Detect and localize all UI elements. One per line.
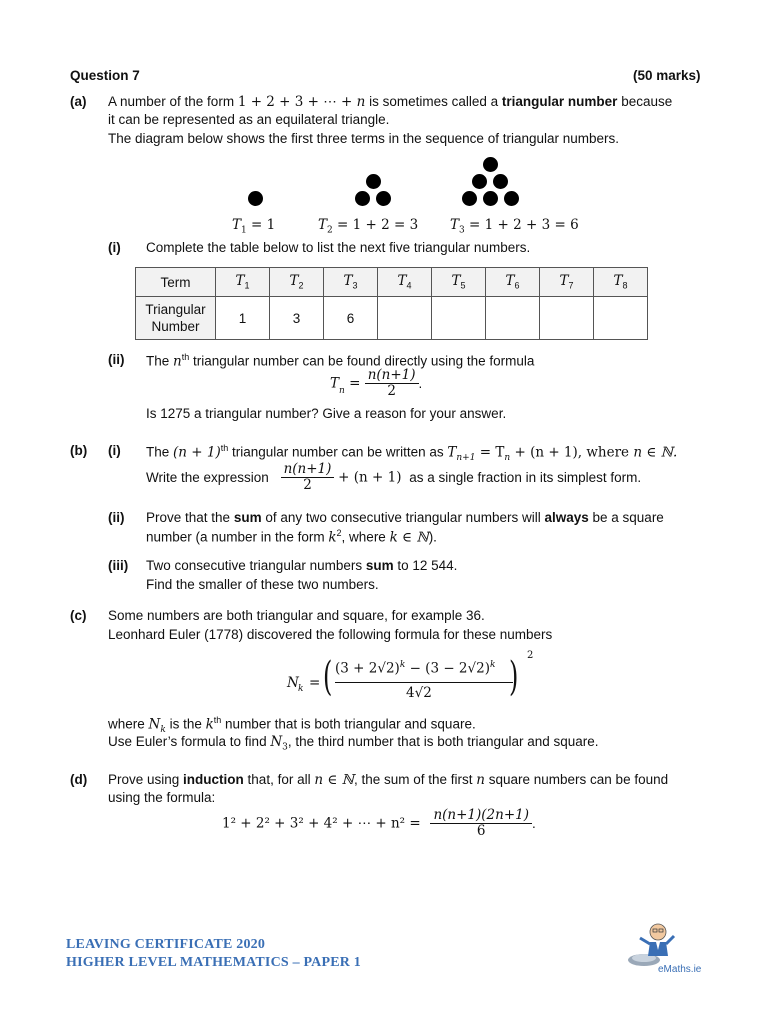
part-c-line2: Leonhard Euler (1778) discovered the following formula for these numbers (108, 627, 553, 642)
part-b-i-line2: Write the expression $\frac{n(n+1)}{2}$ + (n + 1) as a single fraction in its simplest form. (146, 461, 642, 493)
part-a-i-text: Complete the table below to list the next five triangular numbers. (146, 240, 531, 255)
part-a-ii-line1: The $n^{th}$ triangular number can be found directly using the formula (146, 352, 535, 370)
part-a-ii-label: (ii) (108, 352, 125, 367)
table-header-cell: $T_3$ (324, 268, 378, 297)
footer-line1: LEAVING CERTIFICATE 2020 (66, 937, 266, 952)
table-header-cell: $T_2$ (270, 268, 324, 297)
table-cell-blank[interactable] (378, 297, 432, 340)
table-cell-blank[interactable] (486, 297, 540, 340)
part-c-line3: where $N_k$ is the $k^{th}$ number that is both triangular and square. (108, 715, 476, 736)
dot (248, 191, 263, 206)
caption-t3: $T_3 = 1 + 2 + 3 = 6$ (450, 217, 579, 236)
table-cell-blank[interactable] (594, 297, 648, 340)
part-b-iii-line1: Two consecutive triangular numbers sum to 12 544. (146, 558, 458, 573)
part-c-line1: Some numbers are both triangular and square, for example 36. (108, 608, 485, 623)
table-header-cell: $T_7$ (540, 268, 594, 297)
table-header-cell: $T_4$ (378, 268, 432, 297)
part-d-label: (d) (70, 772, 88, 787)
table-cell: 3 (270, 297, 324, 340)
part-b-i-line1: The $(n + 1)^{th}$ triangular number can be written as $T_{n+1} = T_n + (n + 1)$, where n ∈ ℕ. (146, 443, 678, 464)
part-a-line2: it can be represented as an equilateral triangle. (108, 112, 390, 127)
part-b-ii-label: (ii) (108, 510, 125, 525)
table-header-cell: $T_6$ (486, 268, 540, 297)
formula-tn: $T_n$ = $\frac{n(n+1)}{2}$ . (330, 367, 423, 399)
dot (483, 157, 498, 172)
dot (483, 191, 498, 206)
table-header-cell: $T_1$ (216, 268, 270, 297)
dot (366, 174, 381, 189)
table-header-cell: $T_5$ (432, 268, 486, 297)
logo-text: eMaths.ie (658, 964, 702, 975)
part-c-label: (c) (70, 608, 87, 623)
table-row (136, 268, 648, 297)
part-b-label: (b) (70, 443, 88, 458)
part-b-ii-line1: Prove that the sum of any two consecutive triangular numbers will always be a square (146, 510, 664, 525)
dot (493, 174, 508, 189)
part-b-iii-label: (iii) (108, 558, 129, 573)
caption-t2: $T_2 = 1 + 2 = 3$ (318, 217, 419, 236)
part-d-line2: using the formula: (108, 790, 216, 805)
part-b-iii-line2: Find the smaller of these two numbers. (146, 577, 379, 592)
table-row-label: Triangular Number (136, 297, 216, 340)
footer-line2: HIGHER LEVEL MATHEMATICS – PAPER 1 (66, 955, 361, 970)
table-cell-blank[interactable] (540, 297, 594, 340)
caption-t1: $T_1 = 1$ (232, 217, 276, 236)
dot (355, 191, 370, 206)
table-header-term: Term (136, 268, 216, 297)
table-row (136, 297, 648, 340)
part-a-line3: The diagram below shows the first three terms in the sequence of triangular numbers. (108, 131, 620, 146)
part-a-ii-question: Is 1275 a triangular number? Give a reason for your answer. (146, 406, 507, 421)
part-c-line4: Use Euler’s formula to find $N_3$, the third number that is both triangular and square. (108, 734, 599, 753)
part-d-line1: Prove using induction that, for all n ∈ ℕ, the sum of the first n square numbers can be found (108, 772, 669, 788)
table-cell-blank[interactable] (432, 297, 486, 340)
dot (376, 191, 391, 206)
sum-of-squares-formula: 1² + 2² + 3² + 4² + ⋯ + n² = $\frac{n(n+1)(2n+1)}{6}$ . (222, 807, 536, 839)
part-b-i-label: (i) (108, 443, 121, 458)
question-title: Question 7 (70, 68, 140, 83)
part-b-ii-line2: number (a number in the form $k^2$, where k ∈ ℕ). (146, 528, 437, 546)
mascot-icon (622, 920, 682, 970)
triangular-numbers-table (135, 267, 648, 340)
emaths-logo (618, 920, 708, 980)
part-a-label: (a) (70, 94, 87, 109)
part-a-line1: A number of the form 1 + 2 + 3 + ⋯ + n is sometimes called a triangular number because (108, 94, 673, 110)
table-cell: 1 (216, 297, 270, 340)
dot (462, 191, 477, 206)
dot (472, 174, 487, 189)
euler-formula: N k = ( $(3 + 2√2)^k - (3 - 2√2)^k$ 4√2 ) 2 (287, 650, 534, 701)
table-cell: 6 (324, 297, 378, 340)
table-header-cell: $T_8$ (594, 268, 648, 297)
part-a-i-label: (i) (108, 240, 121, 255)
dot (504, 191, 519, 206)
question-marks: (50 marks) (633, 68, 701, 83)
